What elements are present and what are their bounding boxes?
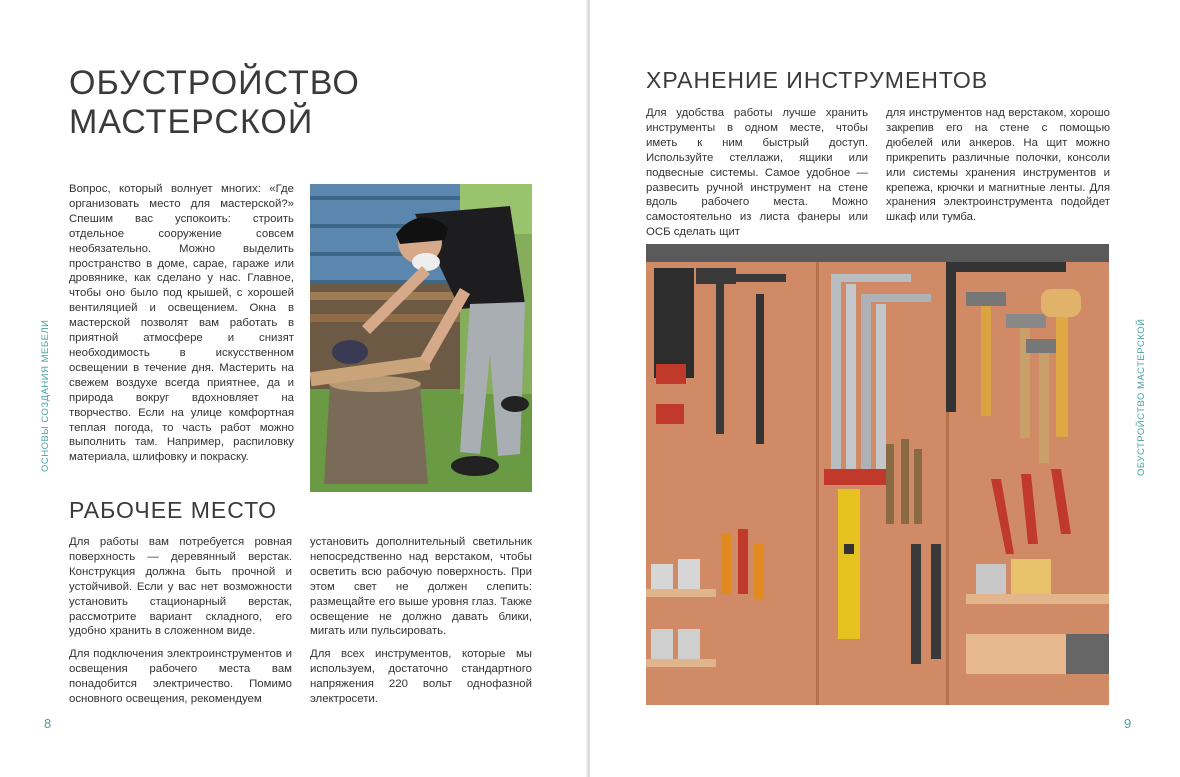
side-section-label-left: ОСНОВЫ СОЗДАНИЯ МЕБЕЛИ [40, 319, 51, 472]
tools-column-2: для инструментов над верстаком, хорошо закрепив его на стене с помощью дюбелей или анкеров. На щит можно прикрепить различные полочки, консоли или системы хранения инструментов и крепежа, крючки и магнитные ленты. Для хранения электроинструмента подойдет шкаф или тумба. [886, 107, 1110, 224]
page-number-right: 9 [1124, 716, 1132, 731]
workplace-col1-para2: Для подключения электроинструментов и освещения рабочего места вам понадобится электричество. Помимо основного освещения, рекомендуем [69, 648, 292, 706]
workshop-sanding-photo [310, 184, 532, 492]
workplace-col2-para1: установить дополнительный светильник непосредственно над верстаком, чтобы осветить всю рабочую поверхность. При этом свет не должен слепить: размещайте его выше уровня глаз. Также освещение не должно давать блики, мигать или пульсировать. [310, 536, 532, 638]
left-page [0, 0, 588, 777]
workplace-col2-para2: Для всех инструментов, которые мы используем, достаточно стандартного напряжения 220 вольт однофазной электросети. [310, 648, 532, 706]
tool-wall-photo [646, 244, 1109, 705]
workplace-col1-para1: Для работы вам потребуется ровная поверхность — деревянный верстак. Конструкция должна быть прочной и устойчивой. Если у вас нет возможности установить стационарный верстак, рассмотрите вариант складного, его удобно хранить в сложенном виде. [69, 536, 292, 638]
side-section-label-right: ОБУСТРОЙСТВО МАСТЕРСКОЙ [1136, 318, 1147, 476]
section-heading-workplace: РАБОЧЕЕ МЕСТО [69, 497, 278, 523]
workplace-column-1 [69, 535, 292, 707]
tools-column-1: Для удобства работы лучше хранить инструменты в одном месте, чтобы иметь к ним быстрый доступ. Используйте стеллажи, ящики или подвесные системы. Самое удобное — развесить ручной инструмент на стене вдоль рабочего места. Можно самостоятельно из листа фанеры или ОСБ сделать щит [646, 107, 868, 239]
intro-paragraph: Вопрос, который волнует многих: «Где организовать место для мастерской?» Спешим вас успокоить: строить отдельное сооружение совсем необязательно. Можно выделить пространство в доме, сарае, гараже или дровянике, как сделано у нас. Главное, чтобы оно было под крышей, с хорошей вентиляцией и освещением. Окна в мастерской позволят вам работать в приятной атмосфере и снизят необходимость в искусственном освещении в течение дня. Мастерить на свежем воздухе всегда приятнее, да и природа вокруг вдохновляет на творчество. Если на улице комфортная теплая погода, то часть работ можно выполнить там. Например, распиловку материала, шлифовку и покраску. [69, 183, 294, 464]
page-title-line-2: МАСТЕРСКОЙ [69, 103, 314, 141]
page-title-tools: ХРАНЕНИЕ ИНСТРУМЕНТОВ [646, 67, 989, 93]
page-number-left: 8 [44, 716, 52, 731]
right-page [590, 0, 1180, 777]
workplace-column-2 [310, 535, 532, 707]
page-title-line-1: ОБУСТРОЙСТВО [69, 64, 360, 102]
page-title [69, 64, 360, 142]
